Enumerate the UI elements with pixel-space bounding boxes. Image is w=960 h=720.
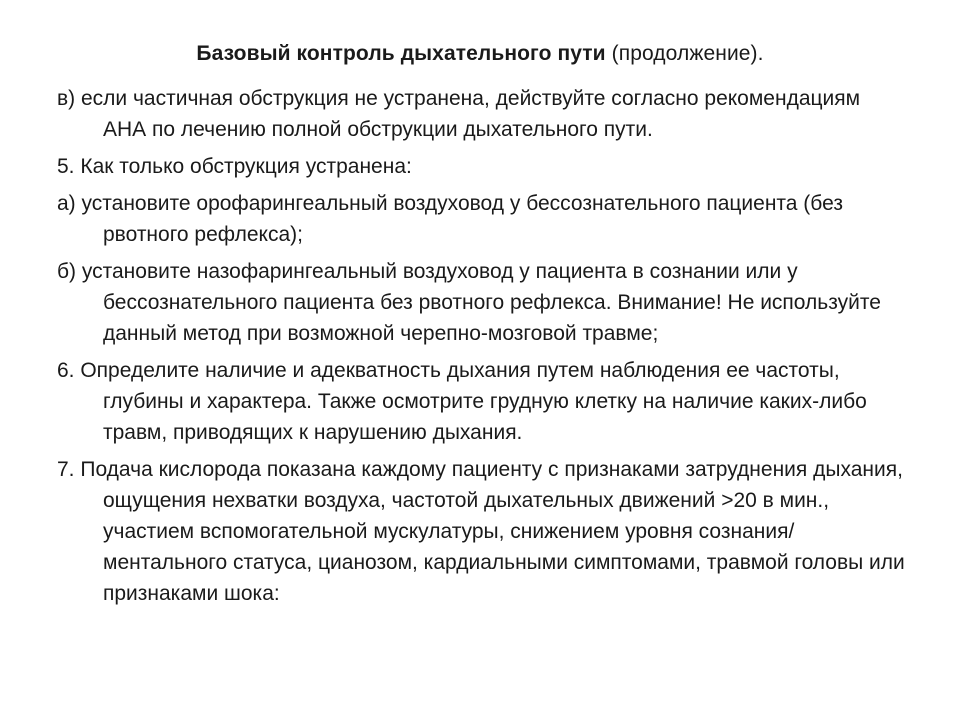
paragraph-7: 7. Подача кислорода показана каждому пациенту с признаками затруднения дыхания, ощущения нехватки воздуха, частотой дыхательных движений >20 в мин., участием вспомогательной мускулатуры, снижением уровня сознания/ментального статуса, цианозом, кардиальными симптомами, травмой головы или признаками шока: xyxy=(57,458,905,605)
paragraph-v: в) если частичная обструкция не устранена, действуйте согласно рекомендациям АНА по лечению полной обструкции дыхательного пути. xyxy=(57,87,861,141)
slide-title xyxy=(0,40,960,68)
slide-body xyxy=(57,83,907,615)
slide-title-normal: (продолжение). xyxy=(605,42,764,65)
paragraph-6: 6. Определите наличие и адекватность дыхания путем наблюдения ее частоты, глубины и характера. Также осмотрите грудную клетку на наличие каких-либо травм, приводящих к нарушению дыхания. xyxy=(57,359,867,444)
paragraph-a: а) установите орофарингеальный воздуховод у бессознательного пациента (без рвотного рефлекса); xyxy=(57,192,843,246)
slide-title-bold: Базовый контроль дыхательного пути xyxy=(196,42,606,65)
paragraph-5: 5. Как только обструкция устранена: xyxy=(57,155,412,178)
paragraph-b: б) установите назофарингеальный воздуховод у пациента в сознании или у бессознательного пациента без рвотного рефлекса. Внимание! Не используйте данный метод при возможной черепно-мозговой травме; xyxy=(57,260,881,345)
